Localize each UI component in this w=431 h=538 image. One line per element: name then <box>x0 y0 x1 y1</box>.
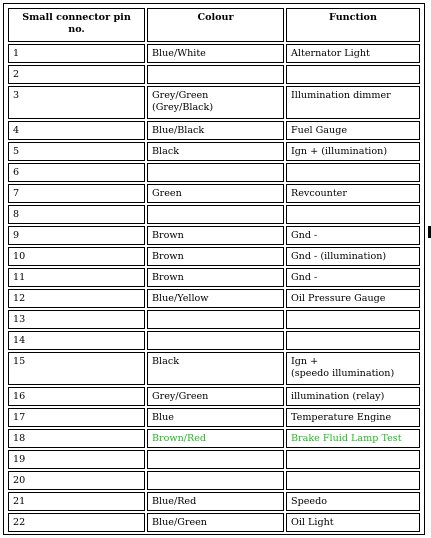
pin-cell: 6 <box>8 163 145 182</box>
colour-cell: Green <box>147 184 284 203</box>
colour-cell <box>147 310 284 329</box>
table-row <box>8 471 420 490</box>
pin-cell: 13 <box>8 310 145 329</box>
colour-cell: Blue/Black <box>147 121 284 140</box>
colour-cell: Blue/Red <box>147 492 284 511</box>
function-cell: Fuel Gauge <box>286 121 420 140</box>
colour-cell: Grey/Green <box>147 387 284 406</box>
table-row <box>8 289 420 308</box>
table-row <box>8 205 420 224</box>
colour-cell <box>147 471 284 490</box>
pin-cell: 11 <box>8 268 145 287</box>
table-row <box>8 142 420 161</box>
function-cell <box>286 310 420 329</box>
function-cell <box>286 205 420 224</box>
function-cell: Revcounter <box>286 184 420 203</box>
colour-cell: Brown <box>147 247 284 266</box>
colour-cell: Brown <box>147 226 284 245</box>
colour-cell: Blue/Green <box>147 513 284 532</box>
table-row <box>8 450 420 469</box>
colour-cell <box>147 163 284 182</box>
function-cell: illumination (relay) <box>286 387 420 406</box>
colour-cell <box>147 205 284 224</box>
function-cell <box>286 65 420 84</box>
pin-cell: 22 <box>8 513 145 532</box>
pin-table <box>6 6 422 534</box>
table-row <box>8 331 420 350</box>
table-row <box>8 121 420 140</box>
pin-cell: 21 <box>8 492 145 511</box>
pin-cell: 10 <box>8 247 145 266</box>
pin-cell: 18 <box>8 429 145 448</box>
function-cell: Gnd - <box>286 268 420 287</box>
table-row <box>8 408 420 427</box>
table-row <box>8 387 420 406</box>
colour-cell: Blue <box>147 408 284 427</box>
function-cell: Gnd - <box>286 226 420 245</box>
table-row <box>8 492 420 511</box>
function-cell <box>286 471 420 490</box>
colour-cell: Blue/White <box>147 44 284 63</box>
colour-cell: Black <box>147 142 284 161</box>
table-row <box>8 429 420 448</box>
table-row <box>8 513 420 532</box>
colour-cell: Blue/Yellow <box>147 289 284 308</box>
function-cell: Temperature Engine <box>286 408 420 427</box>
pin-table-frame <box>3 3 425 535</box>
pin-cell: 2 <box>8 65 145 84</box>
function-cell <box>286 163 420 182</box>
colour-cell <box>147 331 284 350</box>
colour-cell: Black <box>147 352 284 385</box>
function-cell <box>286 450 420 469</box>
pin-cell: 8 <box>8 205 145 224</box>
pin-cell: 9 <box>8 226 145 245</box>
function-cell: Brake Fluid Lamp Test <box>286 429 420 448</box>
colour-cell <box>147 65 284 84</box>
header-colour: Colour <box>147 8 284 42</box>
function-cell: Ign + (illumination) <box>286 142 420 161</box>
pin-cell: 4 <box>8 121 145 140</box>
pin-cell: 7 <box>8 184 145 203</box>
table-body <box>8 44 420 532</box>
table-row <box>8 163 420 182</box>
function-cell: Gnd - (illumination) <box>286 247 420 266</box>
function-cell: Alternator Light <box>286 44 420 63</box>
pin-cell: 3 <box>8 86 145 119</box>
function-cell: Oil Pressure Gauge <box>286 289 420 308</box>
table-row <box>8 310 420 329</box>
colour-cell: Grey/Green (Grey/Black) <box>147 86 284 119</box>
pin-cell: 19 <box>8 450 145 469</box>
table-row <box>8 352 420 385</box>
pin-cell: 1 <box>8 44 145 63</box>
pin-cell: 5 <box>8 142 145 161</box>
function-cell: Ign + (speedo illumination) <box>286 352 420 385</box>
table-row <box>8 226 420 245</box>
header-function: Function <box>286 8 420 42</box>
colour-cell <box>147 450 284 469</box>
table-row <box>8 65 420 84</box>
header-row <box>8 8 420 42</box>
pin-cell: 20 <box>8 471 145 490</box>
pin-cell: 12 <box>8 289 145 308</box>
function-cell: Illumination dimmer <box>286 86 420 119</box>
pin-cell: 14 <box>8 331 145 350</box>
pin-cell: 15 <box>8 352 145 385</box>
table-row <box>8 184 420 203</box>
function-cell: Oil Light <box>286 513 420 532</box>
colour-cell: Brown <box>147 268 284 287</box>
function-cell: Speedo <box>286 492 420 511</box>
table-row <box>8 86 420 119</box>
table-row <box>8 268 420 287</box>
table-row <box>8 44 420 63</box>
table-row <box>8 247 420 266</box>
pin-cell: 17 <box>8 408 145 427</box>
pin-cell: 16 <box>8 387 145 406</box>
function-cell <box>286 331 420 350</box>
header-pin: Small connector pin no. <box>8 8 145 42</box>
colour-cell: Brown/Red <box>147 429 284 448</box>
